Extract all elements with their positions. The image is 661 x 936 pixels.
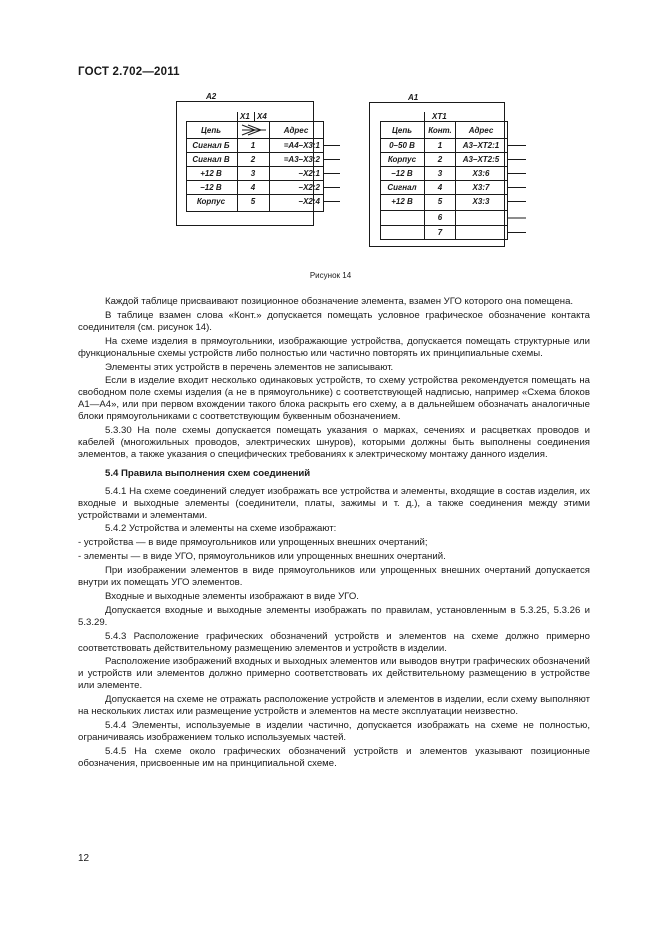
list-item: - элементы — в виде УГО, прямоугольников или упрощенных внешних очертаний.	[78, 551, 446, 563]
a1-row-chain: 0–50 В	[389, 141, 415, 150]
paragraph: Допускается входные и выходные элементы изображать по правилам, установленным в 5.3.25, 5.3.26 и 5.3.29.	[78, 604, 590, 628]
a2-row-address: –Х2:4	[298, 197, 320, 206]
a2-row-chain: Корпус	[196, 197, 226, 206]
a2-row-chain: +12 В	[200, 169, 222, 178]
a1-row-num: 7	[437, 228, 443, 237]
a1-row-num: 4	[437, 183, 443, 192]
paragraph: Расположение изображений входных и выходных элементов или выводов внутри графических обозначений и устройств или элементов должно примерно соответствовать их действительному размещению в устройстве или элементе.	[78, 656, 590, 692]
a1-row-num: 6	[437, 213, 443, 222]
paragraph: Допускается на схеме не отражать расположение устройств и элементов в изделии, если схему выполняют на нескольких листах или размещение устройств и элементов на месте эксплуатации неизвестно.	[78, 694, 590, 718]
a1-row-address: А3–ХТ2:5	[462, 155, 500, 164]
a2-row-num: 5	[250, 197, 256, 206]
document-header: ГОСТ 2.702—2011	[78, 66, 180, 78]
body-text	[78, 296, 590, 772]
a1-row-chain: +12 В	[391, 197, 413, 206]
a1-col-contact: Конт.	[428, 126, 452, 135]
paragraph: 5.3.30 На поле схемы допускается помещать указания о марках, сечениях и расцветках проводов и кабелей (многожильных проводов, электрических шнуров), которыми должны быть выполнены соединения элементов, а также указания о специфических требованиях к электрическому монтажу данного изделия.	[78, 425, 590, 460]
a2-row-num: 1	[250, 141, 256, 150]
a1-row-chain: –12 В	[391, 169, 413, 178]
connector-x1-label: Х1	[240, 112, 250, 121]
a2-row-num: 2	[250, 155, 256, 164]
a2-row-num: 4	[250, 183, 256, 192]
a1-row-chain: Корпус	[387, 155, 417, 164]
a1-col-chain: Цепь	[392, 126, 412, 135]
a1-row-num: 2	[437, 155, 443, 164]
a2-row-chain: Сигнал В	[192, 155, 230, 164]
a2-row-chain: –12 В	[200, 183, 222, 192]
a1-row-num: 3	[437, 169, 443, 178]
a2-row-num: 3	[250, 169, 256, 178]
paragraph: На схеме изделия в прямоугольники, изображающие устройства, допускается помещать структурные или функциональные схемы устройств либо полностью или частично повторять их принципиальные схемы.	[78, 335, 590, 359]
paragraph: Если в изделие входит несколько одинаковых устройств, то схему устройства рекомендуется помещать на свободном поле схемы изделия (а не в прямоугольнике) с соответствующей надписью, например «Схема блоков А1—А4», или при первом вхождении такого блока раскрыть его схему, а в дальнейшем обозначать аналогичные блоки прямоугольниками с соответствующим буквенным обозначением.	[78, 375, 590, 423]
a2-row-chain: Сигнал Б	[192, 141, 230, 150]
list-item: - устройства — в виде прямоугольников или упрощенных внешних очертаний;	[78, 537, 428, 549]
a1-row-num: 5	[437, 197, 443, 206]
paragraph: Элементы этих устройств в перечень элементов не записывают.	[105, 361, 394, 373]
page-number: 12	[78, 853, 90, 864]
a2-row-address: =А4–Х3:1	[283, 141, 320, 150]
paragraph: 5.4.4 Элементы, используемые в изделии частично, допускается изображать на схеме не полностью, ограничиваясь изображением только используемых частей.	[78, 720, 590, 743]
block-a1-label: А1	[408, 93, 419, 102]
a1-col-address: Адрес	[468, 126, 494, 135]
a2-row-address: –Х2:2	[298, 183, 320, 192]
block-a2-label: А2	[206, 92, 217, 101]
a1-row-address: Х3:7	[472, 183, 490, 192]
a2-row-address: =А3–Х3:2	[283, 155, 320, 164]
a1-row-chain: Сигнал	[387, 183, 417, 192]
a1-row-address: Х3:6	[472, 169, 490, 178]
paragraph: 5.4.1 На схеме соединений следует изображать все устройства и элементы, входящие в состав изделия, их входные и выходные элементы (соединители, платы, зажимы и т. д.), а также соединения между этими устройствами и элементами.	[78, 485, 590, 521]
paragraph: 5.4.5 На схеме около графических обозначений устройств и элементов указывают позиционные обозначения, присвоенные им на принципиальной схеме.	[78, 745, 590, 769]
connector-x4-label: Х4	[257, 112, 267, 121]
paragraph: Входные и выходные элементы изображают в виде УГО.	[105, 590, 359, 602]
figure-caption: Рисунок 14	[309, 271, 352, 280]
paragraph: Каждой таблице присваивают позиционное обозначение элемента, взамен УГО которого она помещена.	[105, 296, 574, 307]
paragraph: При изображении элементов в виде прямоугольников или упрощенных внешних очертаний допускается внутри их помещать УГО элементов.	[78, 565, 590, 589]
figure-drawing	[0, 0, 661, 300]
paragraph: 5.4.3 Расположение графических обозначений устройств и элементов на схеме должно примерно соответствовать действительному размещению элементов и устройств в изделии.	[78, 630, 590, 654]
a1-row-num: 1	[437, 141, 443, 150]
a2-col-address: Адрес	[283, 126, 309, 135]
a1-row-address: Х3:3	[472, 197, 490, 206]
a2-col-chain: Цепь	[201, 126, 221, 135]
paragraph: В таблице взамен слова «Конт.» допускается помещать условное графическое обозначение контакта соединителя (см. рисунок 14).	[78, 309, 590, 333]
figure-14	[0, 0, 661, 300]
connector-xt1-label: ХТ1	[432, 112, 447, 121]
a1-row-address: А3–ХТ2:1	[462, 141, 500, 150]
paragraph: 5.4.2 Устройства и элементы на схеме изображают:	[105, 523, 337, 535]
a2-row-address: –Х2:1	[298, 169, 320, 178]
section-heading: 5.4 Правила выполнения схем соединений	[105, 467, 311, 479]
